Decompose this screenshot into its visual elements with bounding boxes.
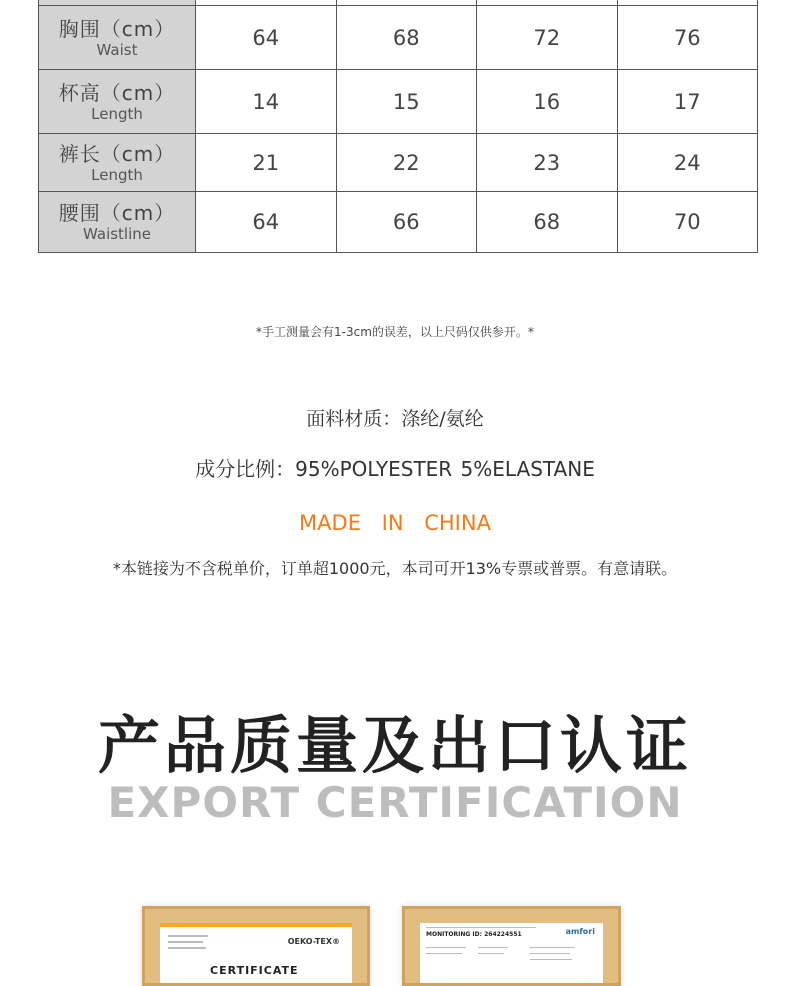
table-cell: 64 [196, 192, 337, 253]
certificate-paper [420, 923, 603, 983]
table-cell: 66 [336, 192, 477, 253]
row-header [39, 70, 196, 134]
made-in-china-label: MADE IN CHINA [299, 511, 491, 535]
row-header [39, 6, 196, 70]
table-row [39, 70, 758, 134]
invoice-note: *本链接为不含税单价，订单超1000元，本司可开13%专票或普票。有意请联。 [112, 559, 678, 578]
table-cell: 17 [617, 70, 758, 134]
table-cell: 14 [196, 70, 337, 134]
table-cell: 64 [196, 6, 337, 70]
row-label-en: Waistline [83, 225, 151, 243]
measurement-note: *手工测量会有1-3cm的误差，以上尺码仅供参开。* [256, 325, 534, 339]
table-cell: 22 [336, 134, 477, 192]
row-header [39, 134, 196, 192]
table-cell: 70 [617, 192, 758, 253]
table-cell: 15 [336, 70, 477, 134]
row-label-cn: 腰围（cm） [58, 201, 176, 225]
section-title: 产品质量及出口认证 [97, 709, 692, 782]
oeko-tex-logo: OEKO-TEX® [287, 937, 340, 946]
table-cell: 23 [477, 134, 618, 192]
table-row [39, 192, 758, 253]
table-cell: 21 [196, 134, 337, 192]
row-label-cn: 胸围（cm） [58, 16, 176, 41]
table-row [39, 134, 758, 192]
monitoring-id: MONITORING ID: 264224551 [426, 931, 522, 938]
certificate-oeko-tex-image [142, 906, 370, 986]
table-cell: 68 [477, 192, 618, 253]
row-label-en: Waist [96, 40, 138, 59]
table-row [39, 6, 758, 70]
certificate-amfori-image [402, 906, 621, 986]
composition-ratio-text: 成分比例：95%POLYESTER 5%ELASTANE [195, 457, 595, 481]
certificate-heading: CERTIFICATE [210, 964, 299, 977]
amfori-logo: amfori [565, 927, 595, 936]
row-label-cn: 裤长（cm） [58, 141, 176, 166]
row-label-en: Length [91, 104, 143, 123]
size-table [38, 0, 758, 253]
table-cell: 72 [477, 6, 618, 70]
certificate-paper [160, 923, 352, 983]
row-label-en: Length [91, 165, 143, 184]
table-cell: 68 [336, 6, 477, 70]
table-cell: 24 [617, 134, 758, 192]
row-header [39, 192, 196, 253]
section-subtitle: EXPORT CERTIFICATION [107, 778, 683, 827]
row-label-cn: 杯高（cm） [58, 80, 176, 105]
material-text: 面料材质：涤纶/氨纶 [306, 408, 484, 430]
table-cell: 76 [617, 6, 758, 70]
table-cell: 16 [477, 70, 618, 134]
